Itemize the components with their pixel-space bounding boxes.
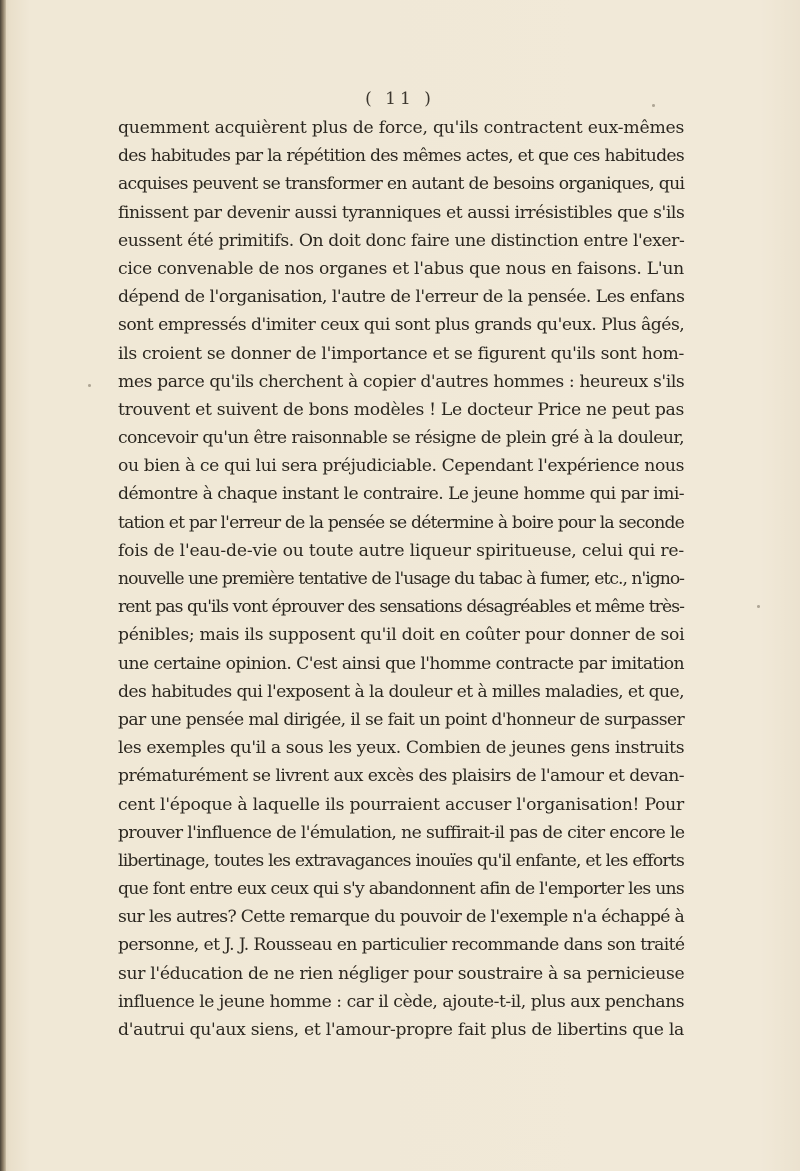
text-line: cice convenable de nos organes et l'abus que nous en faisons. L'un bbox=[118, 258, 684, 279]
text-line: prématurément se livrent aux excès des plaisirs de l'amour et devan- bbox=[118, 766, 684, 787]
paper-speck bbox=[757, 605, 760, 608]
text-line: les exemples qu'il a sous les yeux. Combien de jeunes gens instruits bbox=[118, 738, 685, 759]
text-line: libertinage, toutes les extravagances inouïes qu'il enfante, et les efforts bbox=[118, 850, 684, 871]
text-line: ou bien à ce qui lui sera préjudiciable. Cependant l'expérience nous bbox=[118, 456, 684, 477]
text-line: influence le jeune homme : car il cède, ajoute-t-il, plus aux penchans bbox=[118, 991, 685, 1012]
text-line: une certaine opinion. C'est ainsi que l'homme contracte par imitation bbox=[118, 653, 684, 674]
text-line: des habitudes par la répétition des mêmes actes, et que ces habitudes bbox=[118, 146, 684, 167]
text-line: eussent été primitifs. On doit donc faire une distinction entre l'exer- bbox=[118, 230, 685, 251]
text-line: personne, et J. J. Rousseau en particulier recommande dans son traité bbox=[118, 935, 685, 956]
text-line: par une pensée mal dirigée, il se fait un point d'honneur de surpasser bbox=[118, 709, 685, 730]
text-line: ils croient se donner de l'importance et se figurent qu'ils sont hom- bbox=[118, 343, 684, 364]
text-line: finissent par devenir aussi tyranniques et aussi irrésistibles que s'ils bbox=[118, 202, 685, 223]
text-line: sont empressés d'imiter ceux qui sont plus grands qu'eux. Plus âgés, bbox=[118, 315, 685, 336]
body-text bbox=[118, 114, 684, 1044]
text-line: sur les autres? Cette remarque du pouvoir de l'exemple n'a échappé à bbox=[118, 907, 685, 928]
text-line: rent pas qu'ils vont éprouver des sensations désagréables et même très- bbox=[118, 597, 684, 618]
text-line: cent l'époque à laquelle ils pourraient accuser l'organisation! Pour bbox=[118, 794, 684, 815]
text-line: dépend de l'organisation, l'autre de l'erreur de la pensée. Les enfans bbox=[118, 287, 685, 308]
text-line: d'autrui qu'aux siens, et l'amour-propre fait plus de libertins que la bbox=[118, 1020, 684, 1040]
binding-edge bbox=[0, 0, 6, 1171]
text-line: démontre à chaque instant le contraire. Le jeune homme qui par imi- bbox=[118, 484, 685, 505]
text-line: tation et par l'erreur de la pensée se détermine à boire pour la seconde bbox=[118, 512, 684, 533]
page-number: ( 11 ) bbox=[365, 89, 435, 109]
text-line: sur l'éducation de ne rien négliger pour soustraire à sa pernicieuse bbox=[118, 963, 685, 984]
text-line: fois de l'eau-de-vie ou toute autre liqueur spiritueuse, celui qui re- bbox=[118, 540, 684, 561]
text-line: que font entre eux ceux qui s'y abandonnent afin de l'emporter les uns bbox=[118, 879, 684, 900]
text-line: mes parce qu'ils cherchent à copier d'autres hommes : heureux s'ils bbox=[118, 371, 685, 392]
text-line: trouvent et suivent de bons modèles ! Le docteur Price ne peut pas bbox=[118, 399, 684, 420]
text-line: quemment acquièrent plus de force, qu'ils contractent eux-mêmes bbox=[118, 118, 685, 138]
text-line: acquises peuvent se transformer en autant de besoins organiques, qui bbox=[118, 174, 685, 195]
text-line: pénibles; mais ils supposent qu'il doit en coûter pour donner de soi bbox=[118, 625, 685, 646]
text-line: des habitudes qui l'exposent à la douleur et à milles maladies, et que, bbox=[118, 681, 684, 702]
paper-speck bbox=[88, 384, 91, 387]
text-line: concevoir qu'un être raisonnable se résigne de plein gré à la douleur, bbox=[118, 428, 685, 449]
text-line: nouvelle une première tentative de l'usage du tabac à fumer, etc., n'igno- bbox=[118, 569, 684, 589]
paper-speck bbox=[652, 104, 655, 107]
text-line: prouver l'influence de l'émulation, ne suffirait-il pas de citer encore le bbox=[118, 822, 685, 843]
